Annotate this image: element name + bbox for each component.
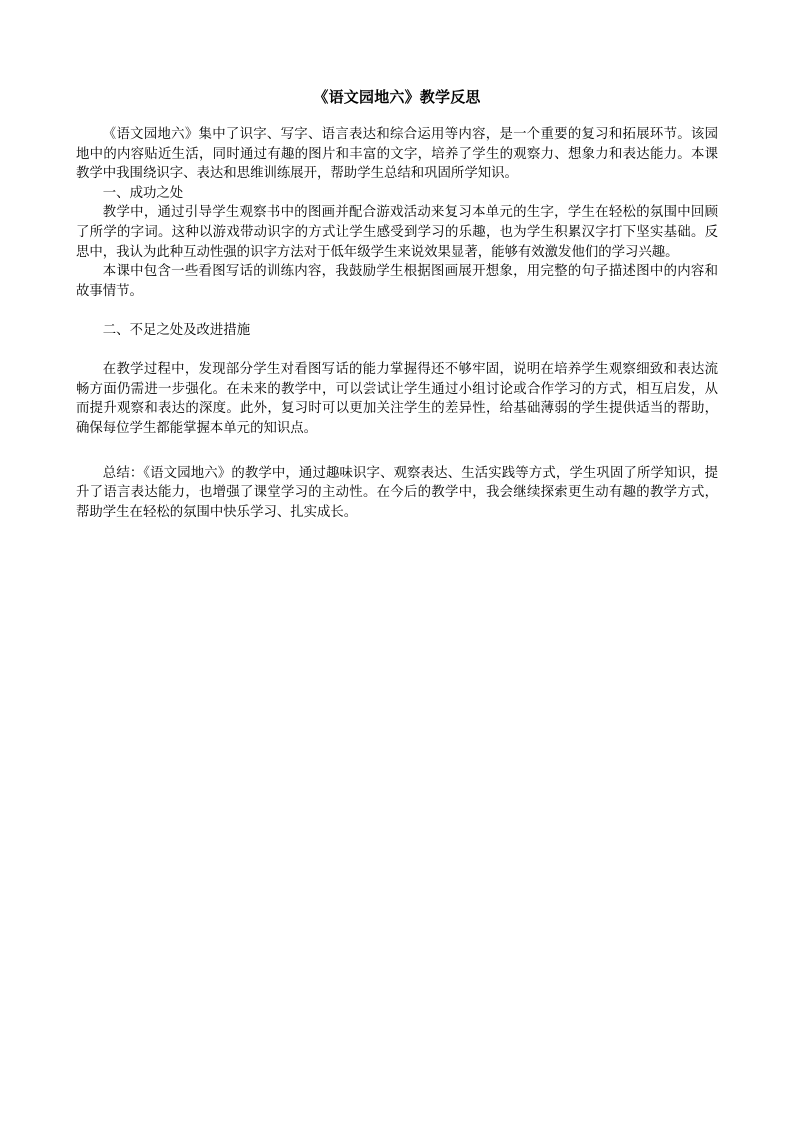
intro-paragraph: 《语文园地六》集中了识字、写字、语言表达和综合运用等内容，是一个重要的复习和拓展环节。该园地中的内容贴近生活，同时通过有趣的图片和丰富的文字，培养了学生的观察力、想象力和表达能力。本课教学中我围绕识字、表达和思维训练展开，帮助学生总结和巩固所学知识。 xyxy=(76,127,718,182)
document-body xyxy=(76,125,718,522)
section-heading-improvements: 二、不足之处及改进措施 xyxy=(102,322,251,338)
successes-paragraph-1: 教学中，通过引导学生观察书中的图画并配合游戏活动来复习本单元的生字，学生在轻松的氛围中回顾了所学的字词。这种以游戏带动识字的方式让学生感受到学习的乐趣，也为学生积累汉字打下坚实基础。反思中，我认为此种互动性强的识字方法对于低年级学生来说效果显著，能够有效激发他们的学习兴趣。 xyxy=(76,205,718,260)
section-heading-successes: 一、成功之处 xyxy=(102,185,184,201)
successes-paragraph-2: 本课中包含一些看图写话的训练内容，我鼓励学生根据图画展开想象，用完整的句子描述图中的内容和故事情节。 xyxy=(76,264,718,299)
summary-paragraph: 总结：《语文园地六》的教学中，通过趣味识字、观察表达、生活实践等方式，学生巩固了所学知识，提升了语言表达能力，也增强了课堂学习的主动性。在今后的教学中，我会继续探索更生动有趣的教学方式，帮助学生在轻松的氛围中快乐学习、扎实成长。 xyxy=(76,465,718,520)
improvements-paragraph: 在教学过程中，发现部分学生对看图写话的能力掌握得还不够牢固，说明在培养学生观察细致和表达流畅方面仍需进一步强化。在未来的教学中，可以尝试让学生通过小组讨论或合作学习的方式，相互启发，从而提升观察和表达的深度。此外，复习时可以更加关注学生的差异性，给基础薄弱的学生提供适当的帮助，确保每位学生都能掌握本单元的知识点。 xyxy=(76,362,718,436)
document-title: 《语文园地六》教学反思 xyxy=(313,88,481,106)
